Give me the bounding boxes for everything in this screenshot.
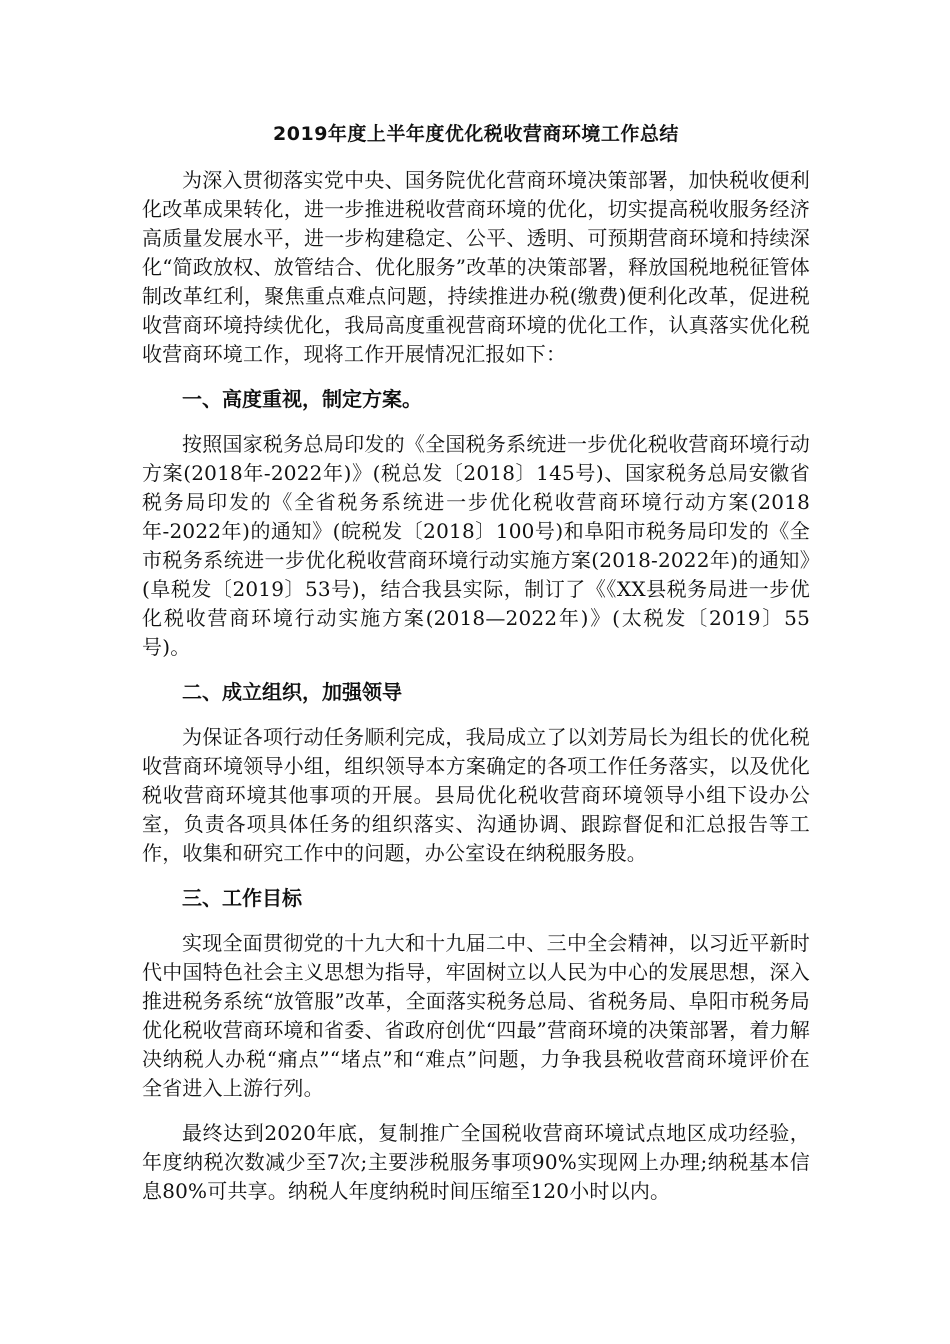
document-page: [142, 118, 810, 1222]
section-paragraph: 为保证各项行动任务顺利完成，我局成立了以刘芳局长为组长的优化税收营商环境领导小组，组织领导本方案确定的各项工作任务落实，以及优化税收营商环境其他事项的开展。县局优化税收营商环境领导小组下设办公室，负责各项具体任务的组织落实、沟通协调、跟踪督促和汇总报告等工作，收集和研究工作中的问题，办公室设在纳税服务股。: [142, 725, 810, 865]
section-1: [142, 385, 810, 662]
section-paragraph: 按照国家税务总局印发的《全国税务系统进一步优化税收营商环境行动方案(2018年-2022年)》(税总发〔2018〕145号)、国家税务总局安徽省税务局印发的《全省税务系统进一步优化税收营商环境行动方案(2018年-2022年)的通知》(皖税发〔2018〕100号)和阜阳市税务局印发的《全市税务系统进一步优化税收营商环境行动实施方案(2018-2022年)的通知》(阜税发〔2019〕53号)，结合我县实际，制订了《《XX县税务局进一步优化税收营商环境行动实施方案(2018—2022年)》(太税发〔2019〕55号)。: [142, 432, 810, 659]
intro-paragraph: 为深入贯彻落实党中央、国务院优化营商环境决策部署，加快税收便利化改革成果转化，进一步推进税收营商环境的优化，切实提高税收服务经济高质量发展水平，进一步构建稳定、公平、透明、可预期营商环境和持续深化“简政放权、放管结合、优化服务”改革的决策部署，释放国税地税征管体制改革红利，聚焦重点难点问题，持续推进办税(缴费)便利化改革，促进税收营商环境持续优化，我局高度重视营商环境的优化工作，认真落实优化税收营商环境工作，现将工作开展情况汇报如下：: [142, 168, 810, 366]
section-3: [142, 884, 810, 1206]
section-heading: 三、工作目标: [182, 886, 302, 910]
section-paragraph: 实现全面贯彻党的十九大和十九届二中、三中全会精神，以习近平新时代中国特色社会主义思想为指导，牢固树立以人民为中心的发展思想，深入推进税务系统“放管服”改革，全面落实税务总局、省税务局、阜阳市税务局优化税收营商环境和省委、省政府创优“四最”营商环境的决策部署，着力解决纳税人办税“痛点”“堵点”和“难点”问题，力争我县税收营商环境评价在全省进入上游行列。: [142, 931, 810, 1100]
section-heading: 一、高度重视，制定方案。: [182, 387, 422, 411]
section-paragraph: 最终达到2020年底，复制推广全国税收营商环境试点地区成功经验，年度纳税次数减少至7次;主要涉税服务事项90%实现网上办理;纳税基本信息80%可共享。纳税人年度纳税时间压缩至120小时以内。: [142, 1121, 810, 1203]
document-title: 2019年度上半年度优化税收营商环境工作总结: [273, 123, 679, 145]
section-2: [142, 678, 810, 868]
section-heading: 二、成立组织，加强领导: [182, 680, 402, 704]
